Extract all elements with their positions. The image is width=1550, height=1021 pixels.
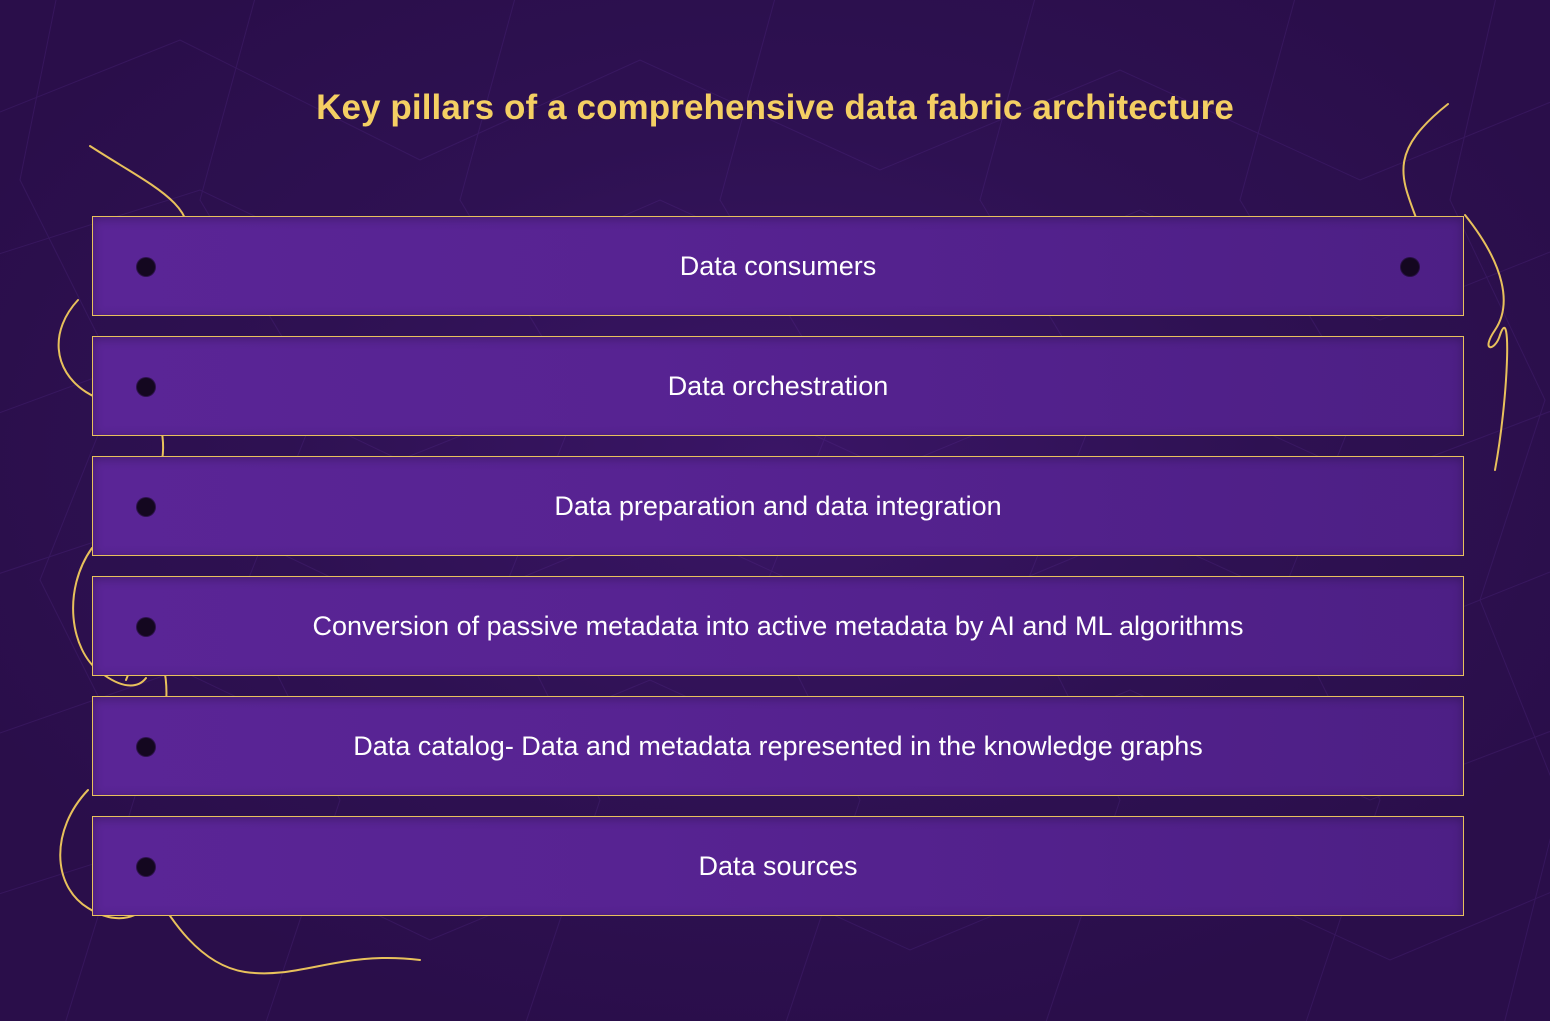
pillar-bar-4 <box>92 576 1464 676</box>
bullet-dot-right-icon <box>1401 258 1419 276</box>
pillar-bar-label: Data consumers <box>679 250 877 281</box>
pillar-bar-label: Data catalog- Data and metadata represented in the knowledge graphs <box>353 730 1203 761</box>
bullet-dot-left-icon <box>137 498 155 516</box>
page-title: Key pillars of a comprehensive data fabric architecture <box>316 88 1234 127</box>
pillar-bar-3 <box>92 456 1464 556</box>
bullet-dot-left-icon <box>137 858 155 876</box>
bullet-dot-left-icon <box>137 738 155 756</box>
pillar-bar-label: Data orchestration <box>667 370 889 401</box>
pillar-bar-5 <box>92 696 1464 796</box>
bullet-dot-left-icon <box>137 258 155 276</box>
pillar-bars-list <box>92 216 1464 936</box>
pillar-bar-2 <box>92 336 1464 436</box>
pillar-bar-label: Conversion of passive metadata into active metadata by AI and ML algorithms <box>312 610 1244 641</box>
bullet-dot-left-icon <box>137 618 155 636</box>
pillar-bar-1 <box>92 216 1464 316</box>
pillar-bar-6 <box>92 816 1464 916</box>
bullet-dot-left-icon <box>137 378 155 396</box>
pillar-bar-label: Data preparation and data integration <box>554 490 1002 521</box>
pillar-bar-label: Data sources <box>698 850 858 881</box>
